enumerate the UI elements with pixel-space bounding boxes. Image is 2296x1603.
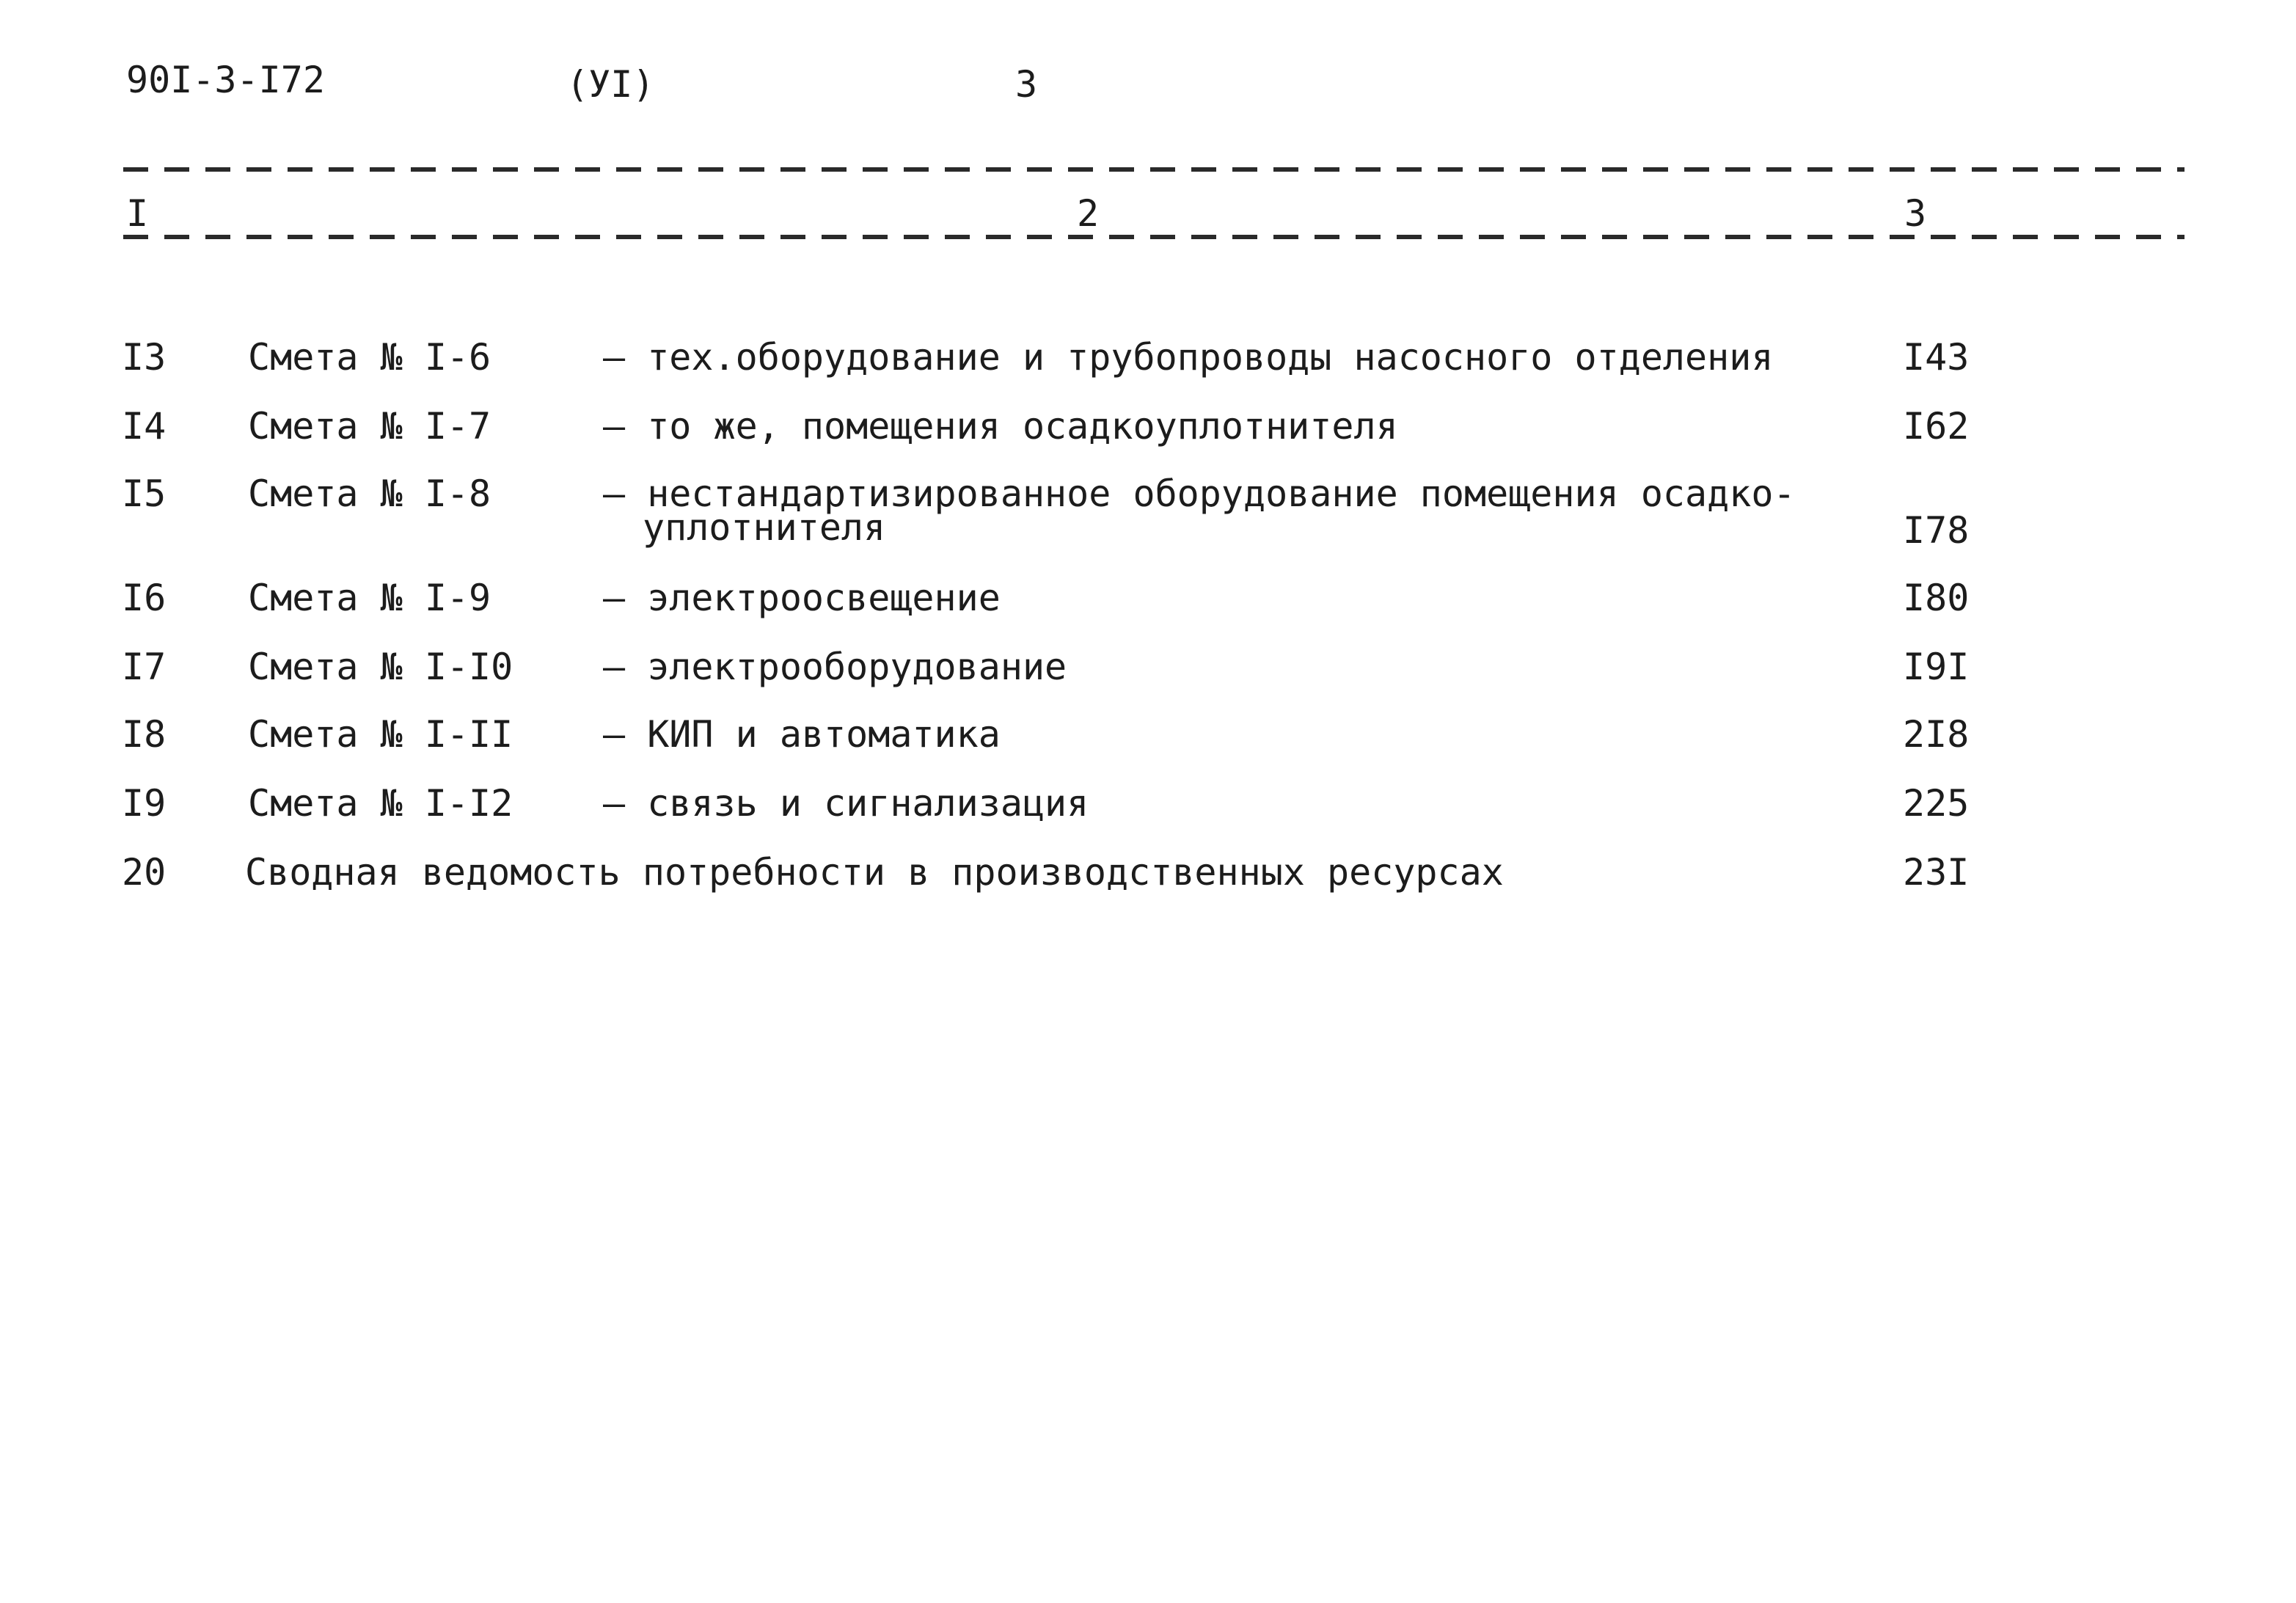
column-header-2: 2 (1077, 192, 1100, 235)
summary-title: Сводная ведомость потребности в производственных ресурсах (245, 851, 1504, 894)
column-header-1: I (126, 192, 149, 235)
column-header-3: 3 (1904, 192, 1927, 235)
estimate-description (603, 472, 1796, 549)
estimate-description-line2: уплотнителя (643, 506, 886, 549)
row-page: I43 (1903, 336, 1970, 379)
estimate-name: Смета № I-9 (248, 577, 491, 619)
estimate-description: – электроосвещение (603, 577, 1001, 619)
row-page: I78 (1903, 509, 1970, 552)
row-number: 20 (122, 851, 167, 894)
estimate-name: Смета № I-6 (248, 336, 491, 379)
document-code: 90I-3-I72 (126, 59, 325, 101)
row-number: I5 (122, 472, 167, 515)
estimate-name: Смета № I-I2 (248, 782, 513, 825)
estimate-name: Смета № I-II (248, 713, 513, 756)
estimate-name: Смета № I-I0 (248, 646, 513, 688)
estimate-description: – КИП и автоматика (603, 713, 1001, 756)
estimate-name: Смета № I-8 (248, 472, 491, 515)
section-number: (УI) (566, 63, 655, 106)
row-page: 23I (1903, 851, 1970, 894)
row-number: I7 (122, 646, 167, 688)
row-number: I9 (122, 782, 167, 825)
estimate-description: – тех.оборудование и трубопроводы насосного отделения (603, 336, 1774, 379)
row-page: I9I (1903, 646, 1970, 688)
estimate-name: Смета № I-7 (248, 405, 491, 448)
row-number: I8 (122, 713, 167, 756)
row-number: I4 (122, 405, 167, 448)
page-number: 3 (1015, 63, 1038, 106)
row-number: I3 (122, 336, 167, 379)
row-page: 2I8 (1903, 713, 1970, 756)
estimate-description: – электрооборудование (603, 646, 1067, 688)
estimate-description-line1: – нестандартизированное оборудование помещения осадко- (603, 472, 1796, 515)
row-page: I62 (1903, 405, 1970, 448)
header-divider-top (123, 167, 2185, 172)
row-page: 225 (1903, 782, 1970, 825)
row-page: I80 (1903, 577, 1970, 619)
row-number: I6 (122, 577, 167, 619)
header-divider-bottom (123, 235, 2185, 239)
estimate-description: – связь и сигнализация (603, 782, 1089, 825)
estimate-description: – то же, помещения осадкоуплотнителя (603, 405, 1398, 448)
